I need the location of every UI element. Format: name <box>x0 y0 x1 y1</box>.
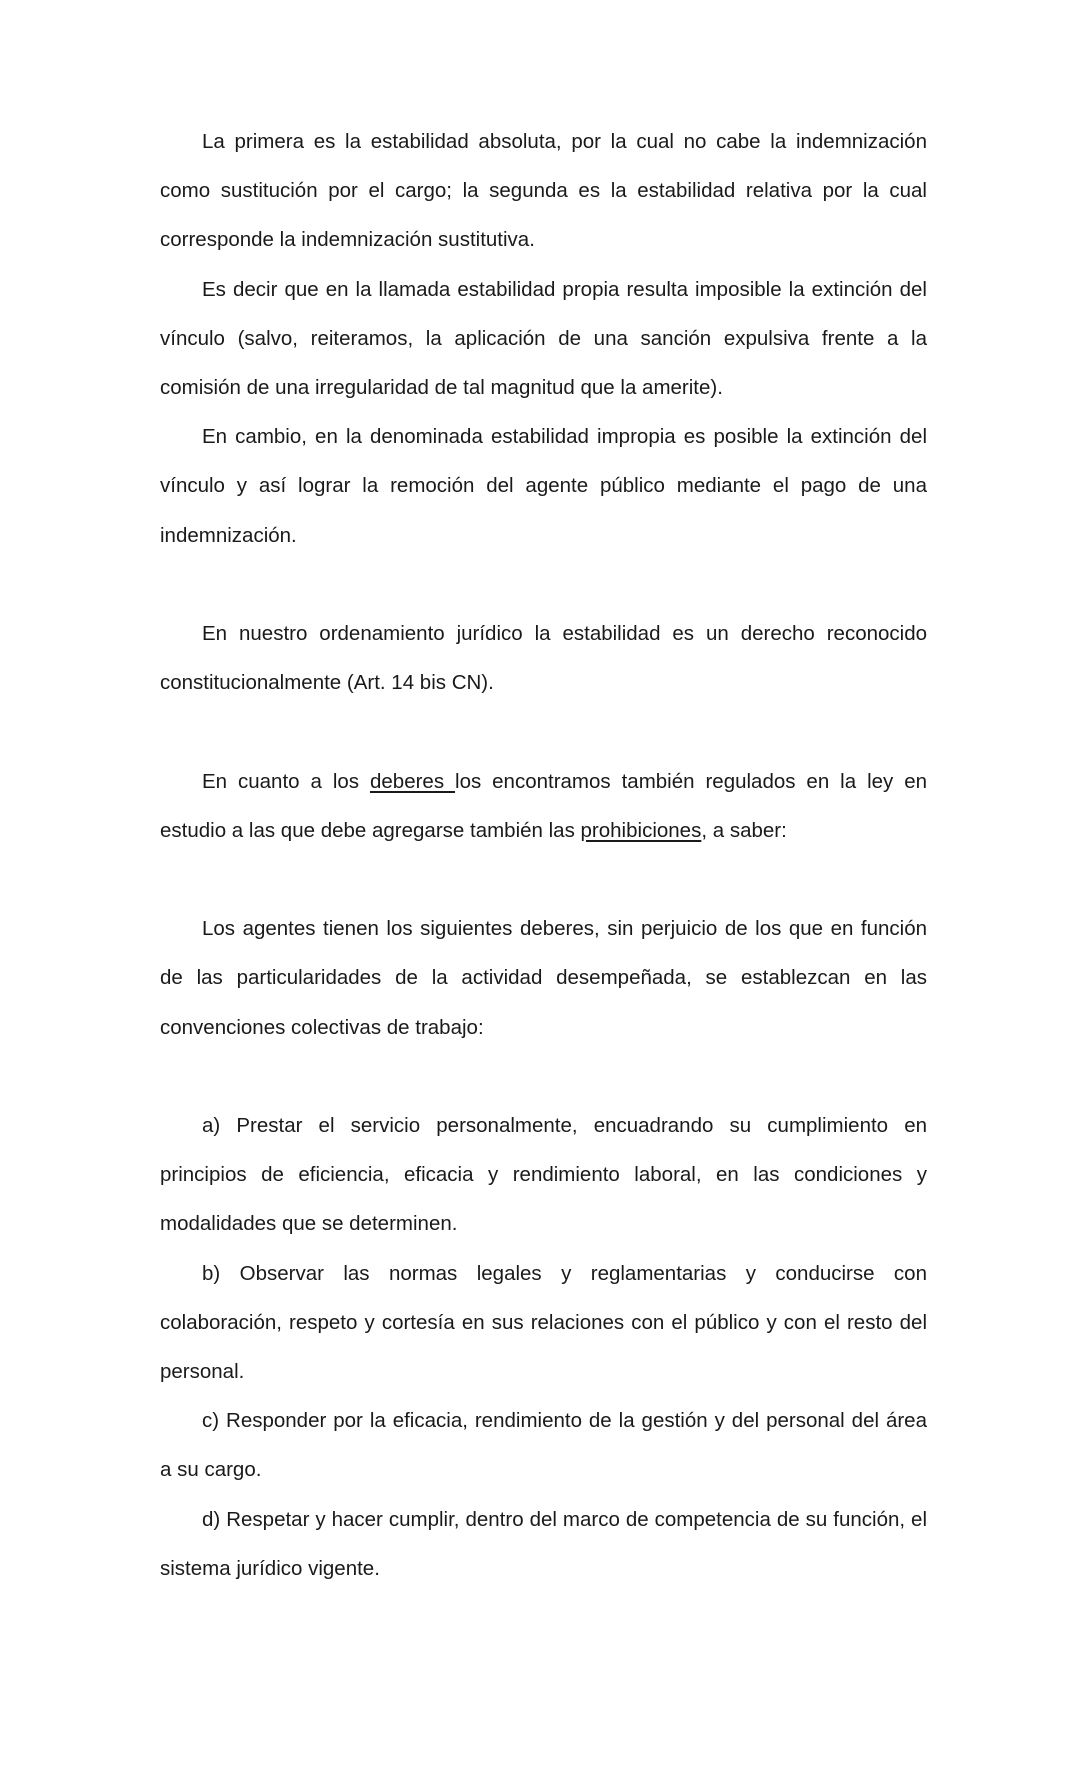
paragraph-constitutional-right: En nuestro ordenamiento jurídico la estabilidad es un derecho reconocido constitucionalmente (Art. 14 bis CN). <box>160 622 927 695</box>
paragraph-spacer <box>160 855 927 904</box>
duty-item-d: d) Respetar y hacer cumplir, dentro del marco de competencia de su función, el sistema jurídico vigente. <box>160 1507 927 1580</box>
duty-item-a: a) Prestar el servicio personalmente, encuadrando su cumplimiento en principios de eficiencia, eficacia y rendimiento laboral, en las condiciones y modalidades que se determinen. <box>160 1114 927 1236</box>
paragraph-stability-types: La primera es la estabilidad absoluta, por la cual no cabe la indemnización como sustitución por el cargo; la segunda es la estabilidad relativa por la cual corresponde la indemnización sustitutiva. <box>160 130 927 252</box>
text-segment: los encontramos también regulados en la ley en estudio a las que debe agregarse también las <box>160 769 928 842</box>
paragraph-agents-duties: Los agentes tienen los siguientes deberes, sin perjuicio de los que en función de las particularidades de la actividad desempeñada, se establezcan en las convenciones colectivas de trabajo: <box>160 917 927 1039</box>
document-page <box>160 117 927 1593</box>
paragraph-estabilidad-propia: Es decir que en la llamada estabilidad propia resulta imposible la extinción del vínculo (salvo, reiteramos, la aplicación de una sanción expulsiva frente a la comisión de una irregularidad de tal magnitud que la amerite). <box>160 277 927 400</box>
duty-item-b: b) Observar las normas legales y reglamentarias y conducirse con colaboración, respeto y cortesía en sus relaciones con el público y con el resto del personal. <box>160 1261 927 1384</box>
paragraph-spacer <box>160 560 927 609</box>
text-segment: En cuanto a los <box>202 769 370 793</box>
underlined-term-deberes: deberes <box>369 769 456 793</box>
underlined-term-prohibiciones: prohibiciones <box>580 818 702 842</box>
paragraph-deberes-intro <box>160 757 927 855</box>
text-segment: , a saber: <box>701 818 787 842</box>
paragraph-spacer <box>160 1052 927 1101</box>
paragraph-spacer <box>160 707 927 756</box>
duty-item-c: c) Responder por la eficacia, rendimiento de la gestión y del personal del área a su cargo. <box>160 1409 927 1482</box>
paragraph-estabilidad-impropia: En cambio, en la denominada estabilidad impropia es posible la extinción del vínculo y así lograr la remoción del agente público mediante el pago de una indemnización. <box>160 425 927 547</box>
